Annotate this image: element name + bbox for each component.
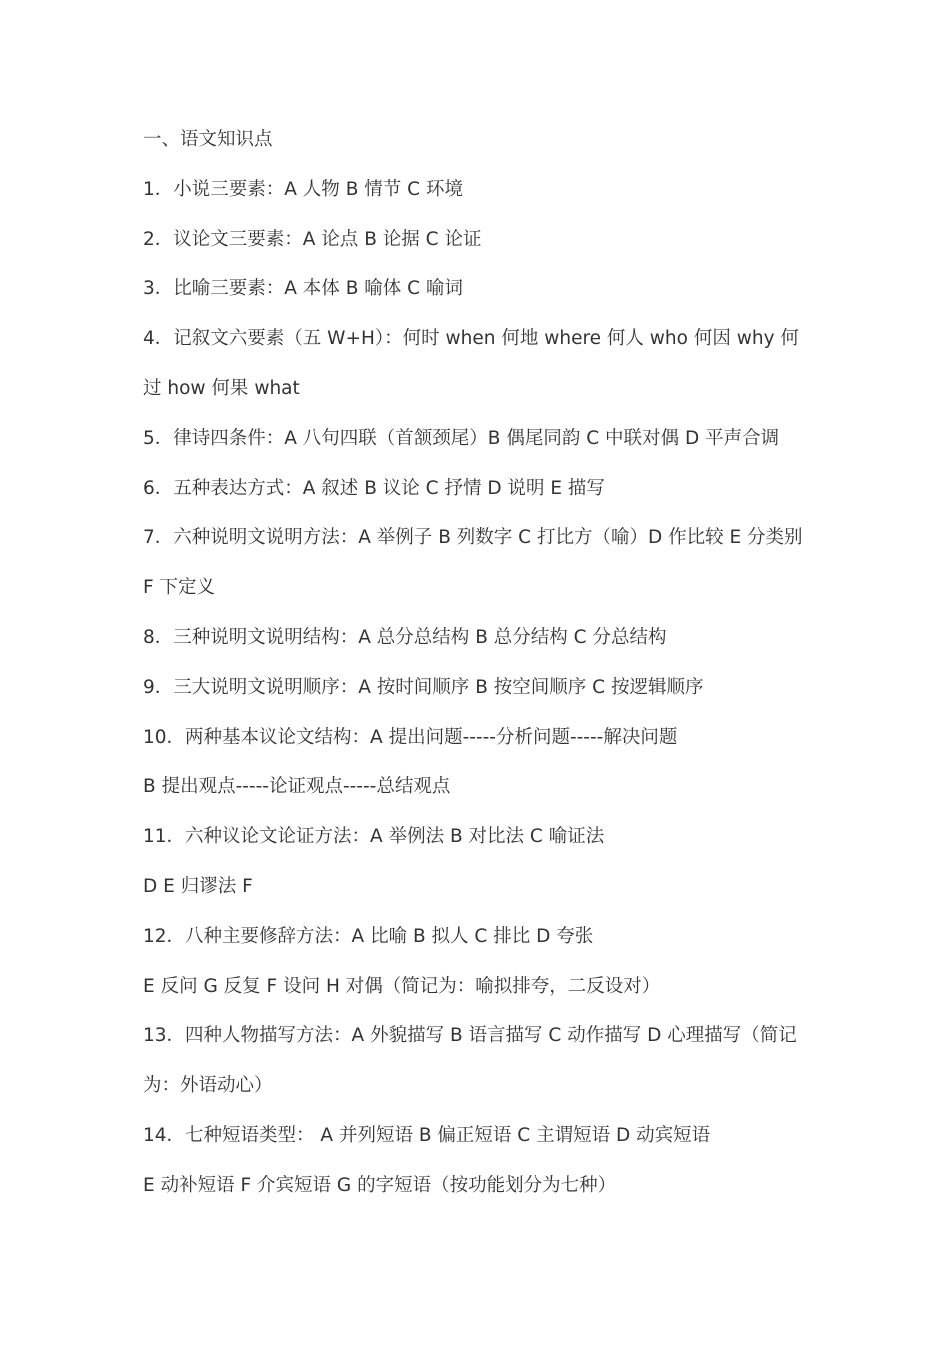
section-heading: 一、语文知识点 [143,129,273,150]
document-body [143,115,823,1211]
text-line: 14．七种短语类型： A 并列短语 B 偏正短语 C 主谓短语 D 动宾短语 [143,1124,711,1146]
text-line: 13．四种人物描写方法：A 外貌描写 B 语言描写 C 动作描写 D 心理描写（简记 [143,1025,797,1047]
text-line: 8．三种说明文说明结构：A 总分总结构 B 总分结构 C 分总结构 [143,626,667,648]
text-line: 10．两种基本议论文结构：A 提出问题-----分析问题-----解决问题 [143,726,678,748]
text-line: 11．六种议论文论证方法：A 举例法 B 对比法 C 喻证法 [143,826,605,848]
text-line: 5．律诗四条件：A 八句四联（首颔颈尾）B 偶尾同韵 C 中联对偶 D 平声合调 [143,427,780,449]
text-line: 2．议论文三要素：A 论点 B 论据 C 论证 [143,228,482,250]
text-line: 9．三大说明文说明顺序：A 按时间顺序 B 按空间顺序 C 按逻辑顺序 [143,676,704,698]
text-line: F 下定义 [143,577,216,599]
text-line: E 动补短语 F 介宾短语 G 的字短语（按功能划分为七种） [143,1174,617,1196]
text-line: D E 归谬法 F [143,875,253,897]
text-line: 12．八种主要修辞方法：A 比喻 B 拟人 C 排比 D 夸张 [143,925,594,947]
text-line: 为：外语动心） [143,1075,273,1097]
text-line: 6．五种表达方式：A 叙述 B 议论 C 抒情 D 说明 E 描写 [143,477,605,499]
text-line: B 提出观点-----论证观点-----总结观点 [143,776,451,798]
text-line: 7．六种说明文说明方法：A 举例子 B 列数字 C 打比方（喻）D 作比较 E 分类别 [143,527,803,549]
text-line: 1．小说三要素：A 人物 B 情节 C 环境 [143,178,463,200]
text-line: 过 how 何果 what [143,377,300,399]
text-line: E 反问 G 反复 F 设问 H 对偶（简记为：喻拟排夸，二反设对） [143,975,661,997]
text-line: 3．比喻三要素：A 本体 B 喻体 C 喻词 [143,278,463,300]
text-line: 4．记叙文六要素（五 W+H）：何时 when 何地 where 何人 who 何因 why 何 [143,328,799,350]
